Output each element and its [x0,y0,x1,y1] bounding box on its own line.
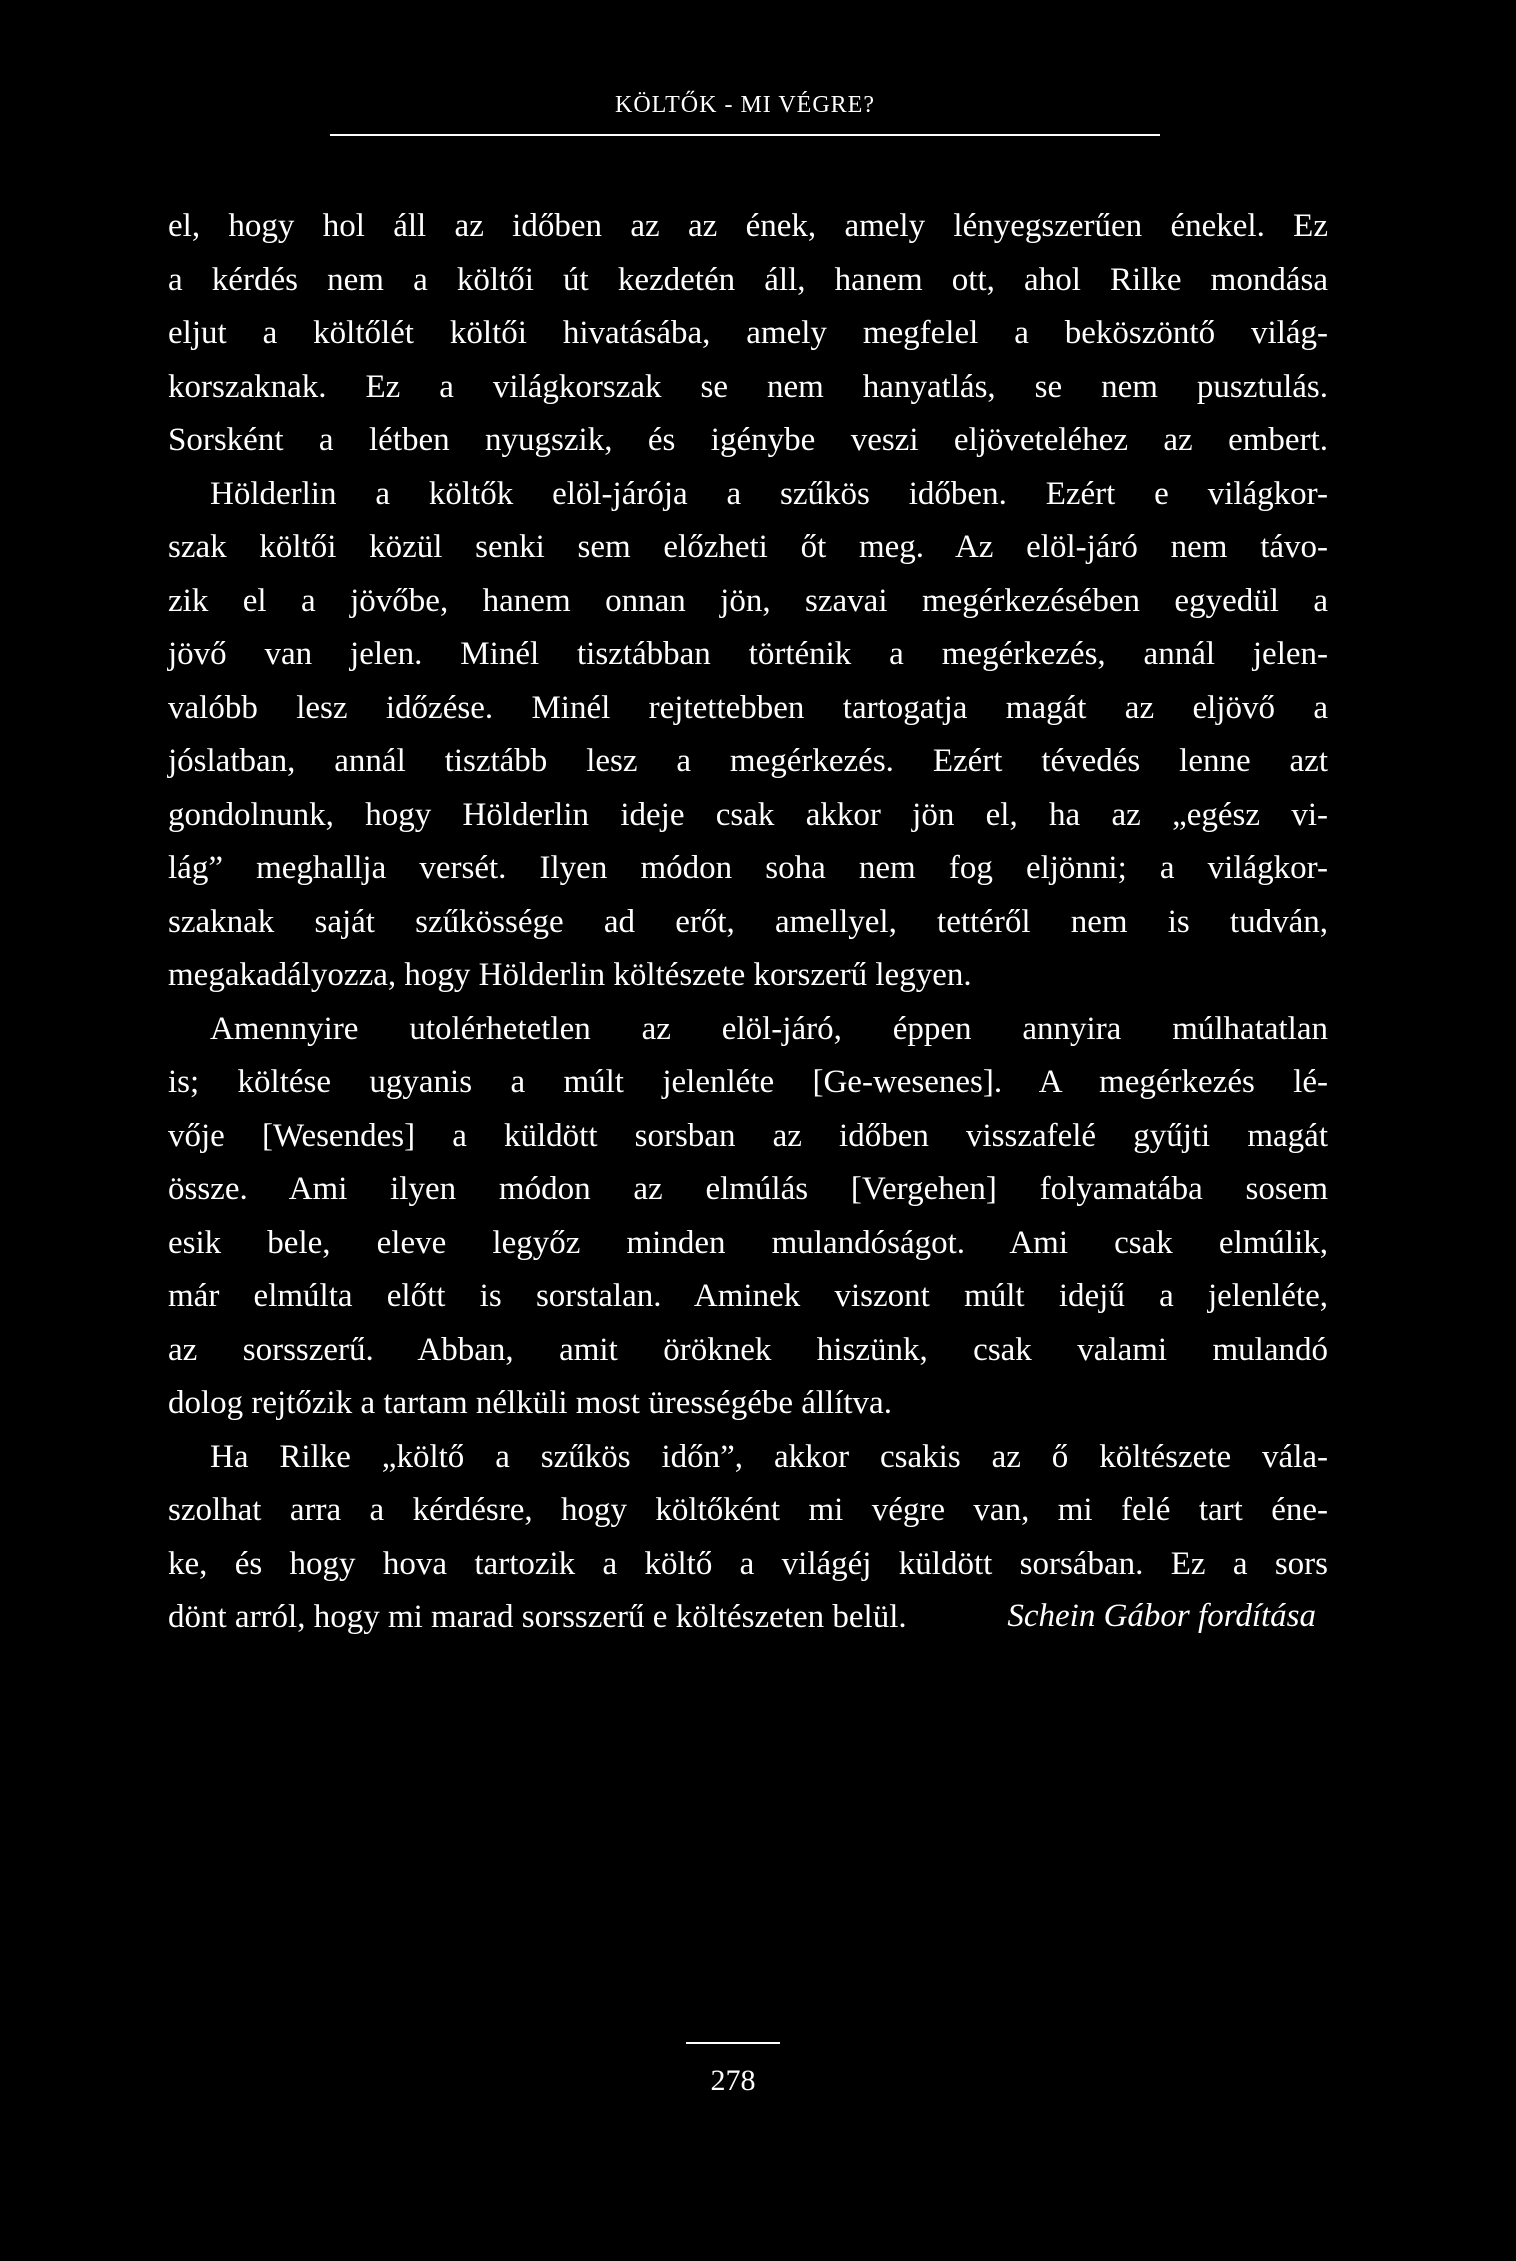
text-line: valóbb lesz időzése. Minél rejtettebben tartogatja magát az eljövő a [168,689,1328,726]
running-head: KÖLTŐK - MI VÉGRE? [615,92,875,118]
page-number: 278 [710,2064,756,2097]
text-line: zik el a jövőbe, hanem onnan jön, szavai megérkezésében egyedül a [168,582,1328,619]
text-line: szolhat arra a kérdésre, hogy költőként mi végre van, mi felé tart éne- [168,1492,1328,1528]
text-line: el, hogy hol áll az időben az az ének, amely lényegszerűen énekel. Ez [168,208,1328,244]
text-line: Amennyire utolérhetetlen az elöl-járó, éppen annyira múlhatatlan [210,1010,1328,1047]
text-line: megakadályozza, hogy Hölderlin költészete korszerű legyen. [168,957,972,993]
body-text [168,200,1328,1645]
text-line: Sorsként a létben nyugszik, és igénybe veszi eljöveteléhez az embert. [168,422,1328,458]
text-line: szak költői közül senki sem előzheti őt meg. Az elöl-járó nem távo- [168,529,1328,565]
text-line: szaknak saját szűkössége ad erőt, amellyel, tettéről nem is tudván, [168,903,1328,940]
text-line: is; költése ugyanis a múlt jelenléte [Ge-wesenes]. A megérkezés lé- [168,1064,1328,1100]
text-line: Ha Rilke „költő a szűkös időn”, akkor csakis az ő költészete vála- [210,1438,1328,1475]
text-line: dolog rejtőzik a tartam nélküli most ürességébe állítva. [168,1385,892,1421]
text-line: gondolnunk, hogy Hölderlin ideje csak akkor jön el, ha az „egész vi- [168,796,1328,833]
text-line: vője [Wesendes] a küldött sorsban az időben visszafelé gyűjti magát [168,1117,1328,1154]
text-line: dönt arról, hogy mi marad sorsszerű e költészeten belül. [168,1599,907,1635]
text-line: eljut a költőlét költői hivatásába, amely megfelel a beköszöntő világ- [168,315,1328,351]
text-line: a kérdés nem a költői út kezdetén áll, hanem ott, ahol Rilke mondása [168,261,1328,298]
text-line: lág” meghallja versét. Ilyen módon soha nem fog eljönni; a világkor- [168,850,1328,886]
text-line: korszaknak. Ez a világkorszak se nem hanyatlás, se nem pusztulás. [168,368,1328,405]
text-line: már elmúlta előtt is sorstalan. Aminek viszont múlt idejű a jelenléte, [168,1278,1328,1314]
text-line: az sorsszerű. Abban, amit öröknek hiszünk, csak valami mulandó [168,1331,1328,1368]
text-line: össze. Ami ilyen módon az elmúlás [Vergehen] folyamatába sosem [168,1171,1328,1207]
header-divider [330,134,1160,136]
text-line: ke, és hogy hova tartozik a költő a világéj küldött sorsában. Ez a sors [168,1545,1328,1582]
text-line: Hölderlin a költők elöl-járója a szűkös időben. Ezért e világkor- [210,475,1328,512]
translator-signature: Schein Gábor fordítása [1007,1598,1316,1634]
text-line: esik bele, eleve legyőz minden mulandóságot. Ami csak elmúlik, [168,1224,1328,1261]
text-line: jóslatban, annál tisztább lesz a megérkezés. Ezért tévedés lenne azt [168,743,1328,779]
text-line: jövő van jelen. Minél tisztábban történik a megérkezés, annál jelen- [168,636,1328,672]
footer-divider [686,2042,780,2044]
